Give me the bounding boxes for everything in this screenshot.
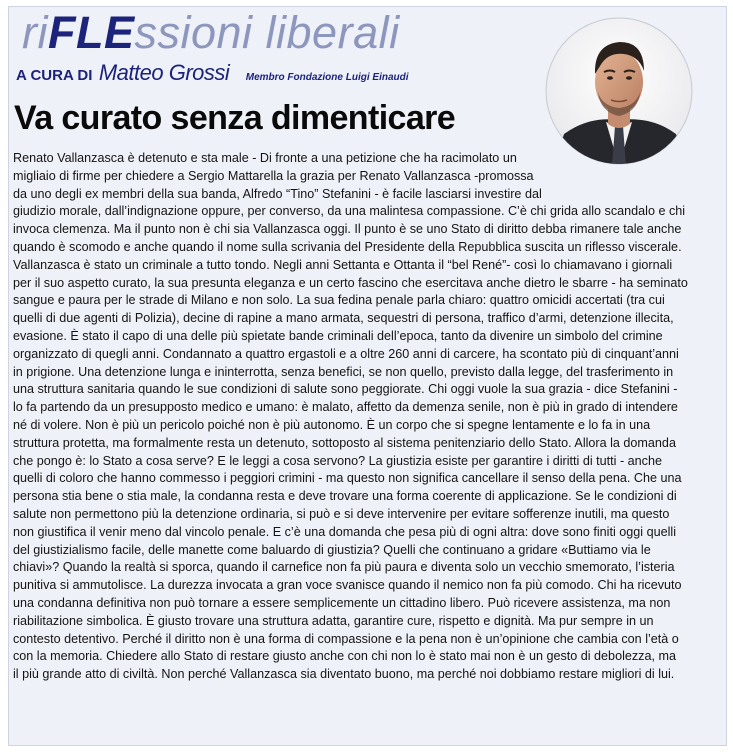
article-line: quelli di due agenti di Polizia), decine di rapine a mano armata, sequestri di persona, traffico d’armi, detenzione illecita, xyxy=(13,311,674,326)
article-line: una struttura sanitaria quando le sue condizioni di salute sono peggiorate. Chi oggi vuole la sua grazia - dice Stefanini - xyxy=(13,382,678,397)
column-masthead xyxy=(22,8,400,58)
article-line: Vallanzasca è stato un criminale a tutto tondo. Negli anni Settanta e Ottanta il “bel René”- così lo chiamavano i giornali xyxy=(13,257,673,272)
author-portrait-photo xyxy=(544,16,694,166)
article-line: con la memoria. Chiedere allo Stato di restare giusto anche con chi non lo è stato mai non è un gesto di debolezza, ma xyxy=(13,649,676,664)
article-line: persona stia bene o stia male, la condanna resta e deve trovare una forma coerente di applicazione. Se le condizioni di xyxy=(13,489,677,504)
article-line: in prigione. Una detenzione lunga e ininterrotta, senza benefici, se non quello, previsto dalla legge, del trasferimento in xyxy=(13,364,674,379)
article-line: Renato Vallanzasca è detenuto e sta male - Di fronte a una petizione che ha racimolato un xyxy=(13,151,517,165)
article-line: una condanna definitiva non può tornare a essere semplicemente un cittadino libero. Può ricevere assistenza, ma non xyxy=(13,595,671,610)
article-headline: Va curato senza dimenticare xyxy=(14,99,456,137)
article-line: quando è scomodo e anche quando il nome sulla scrivania del Presidente della Repubblica suscita un riflesso viscerale. xyxy=(13,239,682,254)
article-line: del giustizialismo facile, delle manette come baluardo di giustizia? Quelli che continuano a gridare «Buttiamo via le xyxy=(13,542,651,557)
article-line: chiavi»? Quando la realtà si sporca, quando il carnefice non fa più paura e diventa solo un vecchio smemorato, l’isteria xyxy=(13,560,675,575)
article-line: migliaio di firme per chiedere a Sergio Mattarella la grazia per Renato Vallanzasca -promossa xyxy=(13,168,534,183)
article-line: salute non permettono più la detenzione ordinaria, si può e si deve intervenire per evitare sofferenze inutili, ma questo xyxy=(13,506,670,521)
article-line: sangue e paura per le strade di Milano e non solo. La sua fedina penale parla chiaro: quattro omicidi accertati (tra cui xyxy=(13,293,665,308)
article-line: evasione. È stato il capo di una delle più spietate bande criminali dell’epoca, tanto da divenire un simbolo del crimine xyxy=(13,328,663,343)
article-line: il più grande atto di civiltà. Non perché Vallanzasca sia diventato buono, ma perché noi dobbiamo restare migliori di lui. xyxy=(13,667,675,682)
article-line: né di volere. Non è più un pericolo poiché non è più autonomo. È un corpo che si spegne lentamente e lo fa in una xyxy=(13,417,651,432)
article-line: invoca clemenza. Ma il punto non è chi sia Vallanzasca oggi. Il punto è se uno Stato di diritto debba rimanere tale anche xyxy=(13,222,682,237)
article-line: lo fa partendo da un presupposto medico e umano: è malato, affetto da demenza senile, non è più in grado di intendere xyxy=(13,400,678,415)
masthead-part-fle: FLE xyxy=(47,7,135,58)
article-line: contesto detentivo. Perché il diritto non è una forma di compassione e la pena non è un’opinione che cambia con l’età o xyxy=(13,631,679,646)
byline xyxy=(16,60,409,88)
article-line: organizzato di quegli anni. Condannato a quattro ergastoli e a oltre 260 anni di carcere, ha scontato più di cinquant’anni xyxy=(13,346,679,361)
article-line: non giustifica il venir meno dal vincolo penale. E c’è una domanda che pesa più di ogni altra: dove sono finiti oggi quelli xyxy=(13,524,676,539)
article-line: giudizio morale, dall’indignazione oppure, per converso, da una malintesa compassione. C’è chi grida allo scandalo e chi xyxy=(13,204,686,219)
article-line: che pongo è: lo Stato a cosa serve? E le leggi a cosa servono? La giustizia esiste per garantire i diritti di tutti - anche xyxy=(13,453,662,468)
article-line: quelli di coloro che hanno commesso i peggiori crimini - ma questo non significa cancellare il senso della pena. Che una xyxy=(13,471,682,486)
article-line: riabilitazione simbolica. È giusto trovare una struttura adatta, garantire cure, rispetto e dignità. Ma pur sempre in un xyxy=(13,613,654,628)
article-body xyxy=(13,150,719,684)
byline-author: Matteo Grossi xyxy=(98,60,230,85)
byline-label: A CURA DI xyxy=(16,67,93,84)
article-line: per il suo aspetto curato, la sua presunta eleganza e un certo fascino che esercitava anche dietro le sbarre - ha seminato xyxy=(13,275,688,290)
article-line: da uno degli ex membri della sua banda, Alfredo “Tino” Stefanini - è facile lasciarsi investire dal xyxy=(13,186,542,201)
masthead-part-ri: ri xyxy=(22,7,48,58)
masthead-part-rest: ssioni liberali xyxy=(134,7,400,58)
byline-role: Membro Fondazione Luigi Einaudi xyxy=(245,72,409,83)
article-line: punitiva si ammutolisce. La durezza invocata a gran voce svanisce quando il nemico non fa più comodo. Chi ha ricevuto xyxy=(13,578,682,593)
article-line: struttura protetta, ma formalmente resta un detenuto, sottoposto al sistema penitenziario dello Stato. Allora la domanda xyxy=(13,435,676,450)
